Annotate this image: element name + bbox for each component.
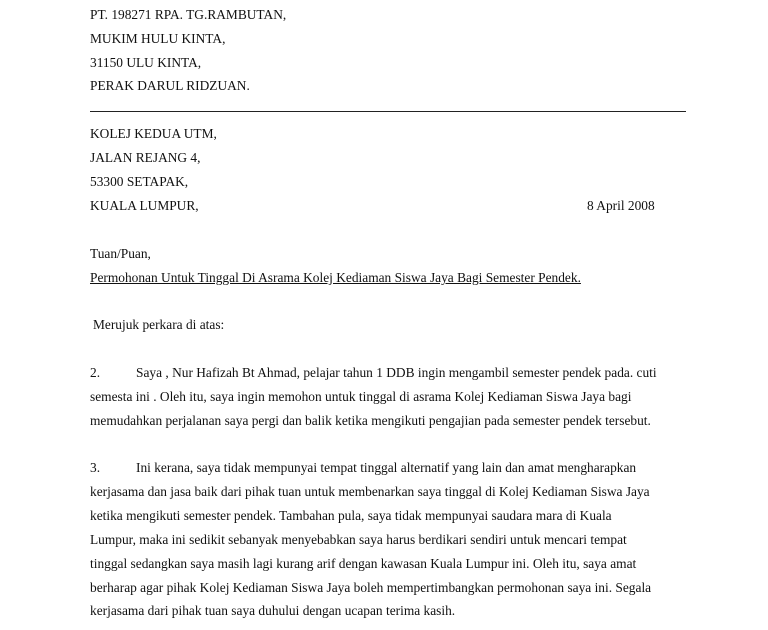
intro-text: Merujuk perkara di atas: [93,317,225,332]
paragraph-2-line-2: semesta ini . Oleh itu, saya ingin memohon untuk tinggal di asrama Kolej Kediaman Siswa Jaya bagi [90,389,632,404]
paragraph-2-line-1: Saya , Nur Hafizah Bt Ahmad, pelajar tahun 1 DDB ingin mengambil semester pendek pada. cuti [136,365,657,380]
paragraph-2-line-3: memudahkan perjalanan saya pergi dan balik ketika mengikuti pengajian pada semester pendek tersebut. [90,413,651,428]
paragraph-3-line-5: tinggal sedangkan saya masih lagi kurang arif dengan kawasan Kuala Lumpur ini. Oleh itu, saya amat [90,556,637,571]
sender-address-line-3: 31150 ULU KINTA, [90,55,202,70]
subject-line: Permohonan Untuk Tinggal Di Asrama Kolej Kediaman Siswa Jaya Bagi Semester Pendek. [90,270,581,285]
paragraph-3-line-1: Ini kerana, saya tidak mempunyai tempat tinggal alternatif yang lain dan amat mengharapkan [136,460,637,475]
recipient-address-line-3: 53300 SETAPAK, [90,174,189,189]
recipient-address-line-1: KOLEJ KEDUA UTM, [90,126,217,141]
paragraph-2-number: 2. [90,365,101,380]
header-divider [90,111,686,112]
recipient-address-line-4: KUALA LUMPUR, [90,198,199,213]
paragraph-3-number: 3. [90,460,101,475]
sender-address-line-4: PERAK DARUL RIDZUAN. [90,78,250,93]
paragraph-3-line-3: ketika mengikuti semester pendek. Tambahan pula, saya tidak mempunyai saudara mara di Kuala [90,508,612,523]
paragraph-3-line-2: kerjasama dan jasa baik dari pihak tuan untuk membenarkan saya tinggal di Kolej Kediaman Siswa Jaya [90,484,650,499]
letter-date: 8 April 2008 [587,198,655,213]
paragraph-3-line-7: kerjasama dari pihak tuan saya duhului dengan ucapan terima kasih. [90,603,456,618]
recipient-address-line-2: JALAN REJANG 4, [90,150,201,165]
sender-address-line-2: MUKIM HULU KINTA, [90,31,226,46]
paragraph-3-line-4: Lumpur, maka ini sedikit sebanyak menyebabkan saya harus berdikari sendiri untuk mencari tempat [90,532,627,547]
paragraph-3-line-6: berharap agar pihak Kolej Kediaman Siswa Jaya boleh mempertimbangkan permohonan saya ini. Segala [90,580,652,595]
salutation: Tuan/Puan, [90,246,151,261]
sender-address-line-1: PT. 198271 RPA. TG.RAMBUTAN, [90,7,287,22]
